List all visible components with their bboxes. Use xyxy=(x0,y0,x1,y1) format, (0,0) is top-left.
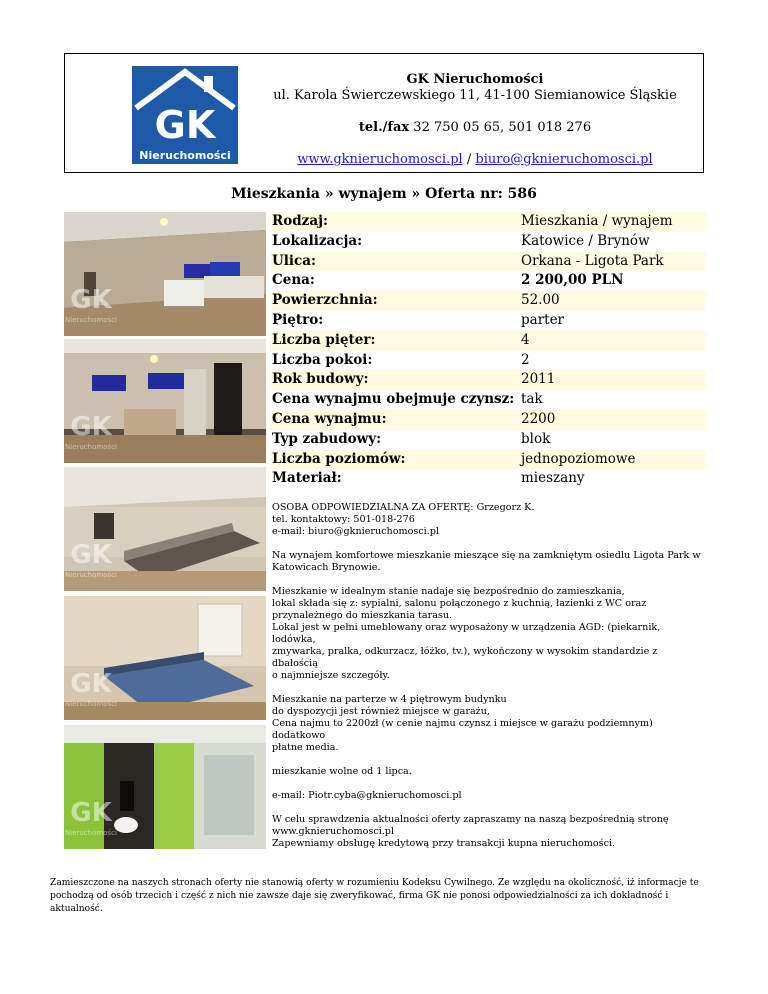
property-details-table xyxy=(270,212,706,489)
contact-paragraph: OSOBA ODPOWIEDZIALNA ZA OFERTĘ: Grzegorz K. tel. kontaktowy: 501-018-276 e-mail: biuro@gknieruchomosci.pl xyxy=(272,502,535,537)
property-value: Katowice / Brynów xyxy=(521,232,650,249)
property-row xyxy=(270,370,706,390)
property-value: tak xyxy=(521,391,543,408)
property-label: Cena wynajmu obejmuje czynsz: xyxy=(272,391,515,408)
property-row xyxy=(270,430,706,450)
property-value: 2 200,00 PLN xyxy=(521,272,624,289)
photo-watermark-subtext: Nieruchomości xyxy=(65,443,117,451)
property-label: Materiał: xyxy=(272,470,342,487)
property-value: 52.00 xyxy=(519,291,706,311)
property-value: Mieszkania / wynajem xyxy=(519,212,706,232)
photo-living-room[interactable] xyxy=(64,212,266,336)
property-row xyxy=(270,469,706,489)
logo-text: GK xyxy=(154,103,216,147)
property-value: 2011 xyxy=(519,370,706,390)
email-paragraph: e-mail: Piotr.cyba@gknieruchomosci.pl xyxy=(272,790,462,801)
property-label: Cena: xyxy=(272,272,315,289)
property-value: mieszany xyxy=(521,470,585,487)
property-label: Lokalizacja: xyxy=(272,232,363,249)
photo-bathroom[interactable] xyxy=(64,725,266,849)
property-label: Ulica: xyxy=(270,252,519,272)
property-row xyxy=(270,212,706,232)
property-row xyxy=(270,271,706,291)
website-link[interactable]: www.gknieruchomosci.pl xyxy=(297,152,463,167)
property-value: 2 xyxy=(521,351,530,368)
logo-subtext: Nieruchomości xyxy=(139,149,231,162)
header-box xyxy=(64,53,704,173)
tel-label: tel./fax xyxy=(358,120,410,135)
property-label: Powierzchnia: xyxy=(270,291,519,311)
property-row xyxy=(270,331,706,351)
photo-watermark-subtext: Nieruchomości xyxy=(65,829,117,837)
property-value: parter xyxy=(521,311,565,328)
property-row xyxy=(270,232,706,252)
company-name: GK Nieruchomości xyxy=(406,72,544,87)
property-row xyxy=(270,410,706,430)
property-label: Cena wynajmu: xyxy=(270,410,519,430)
photo-watermark: GK xyxy=(70,412,112,442)
property-label: Piętro: xyxy=(272,311,324,328)
company-links xyxy=(245,152,705,168)
link-separator: / xyxy=(466,152,472,167)
property-label: Liczba pięter: xyxy=(270,331,519,351)
tel-numbers: 32 750 05 65, 501 018 276 xyxy=(413,120,592,135)
property-label: Liczba pokoi: xyxy=(272,351,373,368)
property-label: Typ zabudowy: xyxy=(272,430,382,447)
availability-paragraph: mieszkanie wolne od 1 lipca. xyxy=(272,766,412,777)
photo-watermark-subtext: Nieruchomości xyxy=(65,316,117,324)
property-value: 2200 xyxy=(519,410,706,430)
company-address: ul. Karola Świerczewskiego 11, 41-100 Siemianowice Śląskie xyxy=(273,88,677,103)
property-row xyxy=(270,291,706,311)
property-value: blok xyxy=(521,430,551,447)
photo-watermark: GK xyxy=(70,285,112,315)
photo-watermark: GK xyxy=(70,669,112,699)
property-label: Liczba poziomów: xyxy=(270,450,519,470)
property-value: Orkana - Ligota Park xyxy=(519,252,706,272)
website-paragraph: W celu sprawdzenia aktualności oferty zapraszamy na naszą bezpośrednią stronę www.gknieruchomosci.pl Zapewniamy obsługę kredytową przy transakcji kupna nieruchomości. xyxy=(272,814,669,849)
property-row xyxy=(270,252,706,272)
email-link[interactable]: biuro@gknieruchomosci.pl xyxy=(475,152,653,167)
property-row xyxy=(270,450,706,470)
property-value: jednopoziomowe xyxy=(519,450,706,470)
details-paragraph: Mieszkanie w idealnym stanie nadaje się bezpośrednio do zamieszkania, lokal składa się z: sypialni, salonu połączonego z kuchnią, łazienki z WC oraz przynależnego do mieszkania tarasu. Lokal jest w pełni umeblowany oraz wyposażony w urządzenia AGD: (piekarnik, lodówka, zmywarka, pralka, odkurzacz, łóżko, tv.), wykończony w wysokim standardzie z dbałością o najmniejsze szczegóły. xyxy=(272,586,661,681)
legal-disclaimer: Zamieszczone na naszych stronach oferty nie stanowią oferty w rozumieniu Kodeksu Cywilnego. Ze względu na okoliczność, iż informacje te pochodzą od osób trzecich i część z nich nie zawsze daje się zweryfikować, firma GK nie ponosi odpowiedzialności za ich dokładność i aktualność. xyxy=(50,878,699,914)
intro-paragraph: Na wynajem komfortowe mieszkanie mieszące się na zamkniętym osiedlu Ligota Park w Katowicach Brynowie. xyxy=(272,550,701,573)
photo-kitchen[interactable] xyxy=(64,339,266,463)
building-paragraph: Mieszkanie na parterze w 4 piętrowym budynku do dyspozycji jest również miejsce w garażu, Cena najmu to 2200zł (w cenie najmu czynsz i miejsce w garażu podziemnym) dodatkowo płatne media. xyxy=(272,694,653,753)
offer-description xyxy=(272,502,704,862)
property-value: 4 xyxy=(519,331,706,351)
photo-sofa[interactable] xyxy=(64,467,266,591)
property-label: Rodzaj: xyxy=(270,212,519,232)
photo-watermark: GK xyxy=(70,798,112,828)
company-info xyxy=(245,72,705,168)
property-row xyxy=(270,351,706,371)
offer-title: Mieszkania » wynajem » Oferta nr: 586 xyxy=(231,186,537,202)
property-label: Rok budowy: xyxy=(270,370,519,390)
photo-watermark: GK xyxy=(70,540,112,570)
company-phone xyxy=(245,120,705,136)
company-logo xyxy=(132,66,238,164)
property-row xyxy=(270,311,706,331)
photo-watermark-subtext: Nieruchomości xyxy=(65,700,117,708)
property-row xyxy=(270,390,706,410)
photo-watermark-subtext: Nieruchomości xyxy=(65,571,117,579)
photo-bedroom[interactable] xyxy=(64,596,266,720)
